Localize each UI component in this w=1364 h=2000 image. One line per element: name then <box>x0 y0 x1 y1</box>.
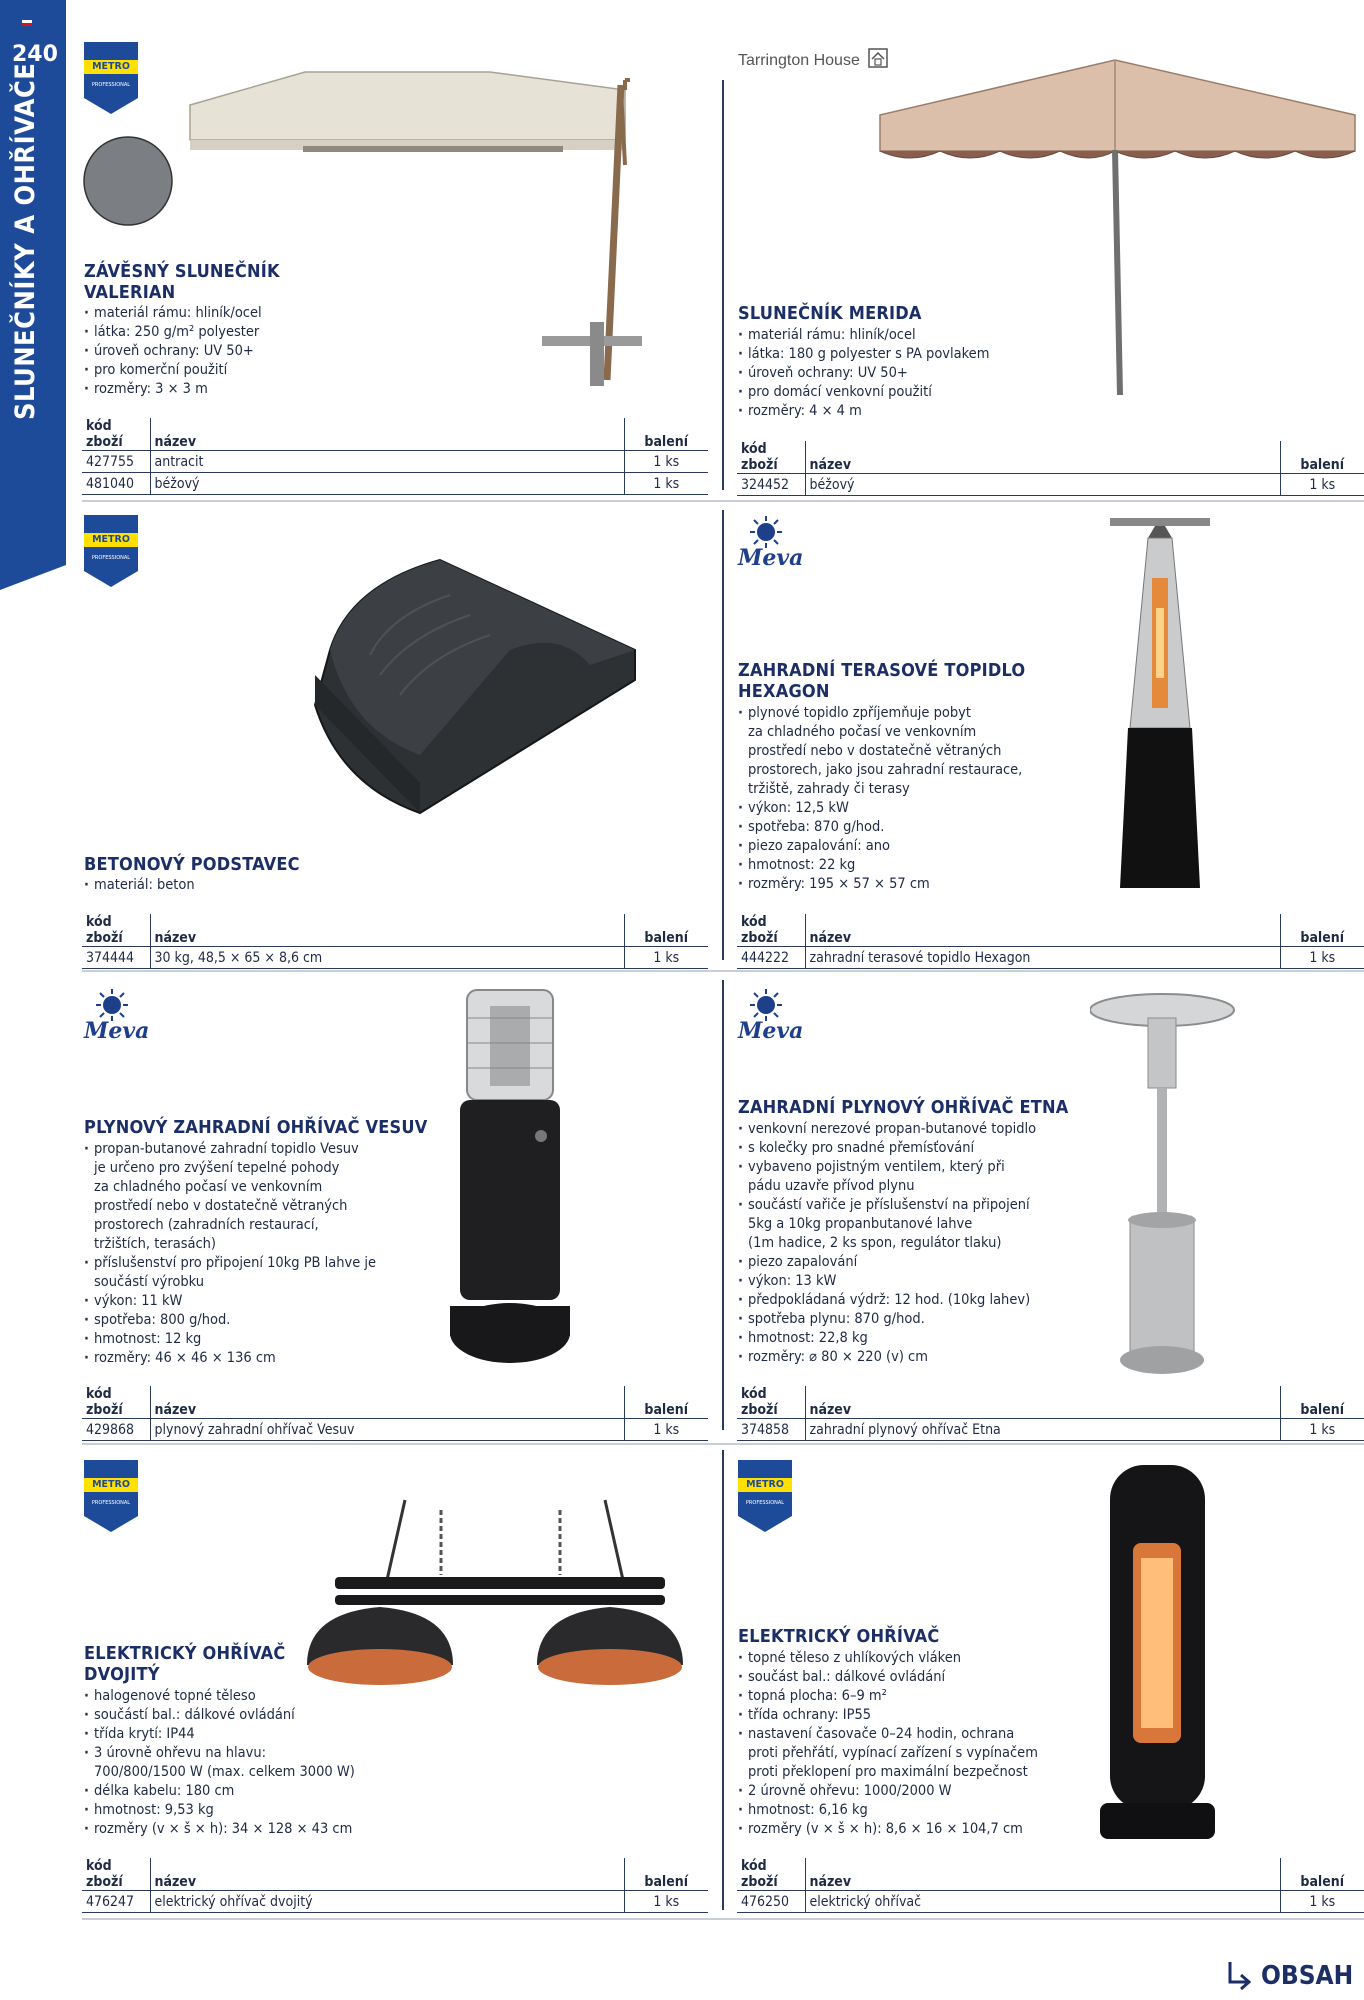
product-pack: 1 ks <box>624 473 708 495</box>
meva-logo: Meva <box>84 988 144 1048</box>
product-name: zahradní terasové topidlo Hexagon <box>805 947 1280 969</box>
column-header-pack: balení <box>644 1402 689 1418</box>
tower-electric-heater-image <box>1100 1463 1215 1847</box>
feature-item: · výkon: 12,5 kW <box>738 799 1022 818</box>
product-name: béžový <box>150 473 624 495</box>
column-header-name: název <box>150 914 624 947</box>
product-pack: 1 ks <box>624 1891 708 1913</box>
feature-item: · rozměry: 3 × 3 m <box>84 380 262 399</box>
feature-item: · halogenové topné těleso <box>84 1687 355 1706</box>
feature-item: · hmotnost: 12 kg <box>84 1330 376 1349</box>
column-header-code: kód zboží <box>82 914 150 947</box>
table-row <box>737 1419 1364 1441</box>
feature-item: · výkon: 13 kW <box>738 1272 1036 1291</box>
feature-item: · pro domácí venkovní použití <box>738 383 989 402</box>
feature-item: · rozměry: 46 × 46 × 136 cm <box>84 1349 376 1368</box>
feature-item: · součástí bal.: dálkové ovládání <box>84 1706 355 1725</box>
product-table <box>737 441 1364 496</box>
feature-item: · rozměry: ⌀ 80 × 220 (v) cm <box>738 1348 1036 1367</box>
row-separator <box>82 970 1364 972</box>
feature-item: · příslušenství pro připojení 10kg PB lahve je součástí výrobku <box>84 1254 376 1292</box>
feature-item: · látka: 180 g polyester s PA povlakem <box>738 345 989 364</box>
feature-item: · součástí vařiče je příslušenství na připojení 5kg a 10kg propanbutanové lahve (1m hadice, 2 ks spon, regulátor tlaku) <box>738 1196 1036 1253</box>
product-code: 427755 <box>82 451 150 473</box>
product-code: 444222 <box>737 947 805 969</box>
product-code: 374444 <box>82 947 150 969</box>
column-header-pack: balení <box>1300 1874 1345 1890</box>
product-pack: 1 ks <box>624 947 708 969</box>
column-divider <box>722 80 724 490</box>
feature-item: · rozměry: 195 × 57 × 57 cm <box>738 875 1022 894</box>
column-header-name: název <box>805 1858 1280 1891</box>
side-section-tab <box>0 0 66 590</box>
product-code: 476250 <box>737 1891 805 1913</box>
column-header-name: název <box>150 418 624 451</box>
feature-list <box>84 1140 376 1368</box>
column-header-code: kód zboží <box>737 1858 805 1891</box>
column-header-name: název <box>805 1386 1280 1419</box>
return-arrow-icon <box>1225 1960 1255 1992</box>
metro-professional-logo: METRO PROFESSIONAL <box>84 1460 138 1538</box>
column-header-name: název <box>805 914 1280 947</box>
feature-item: · piezo zapalování: ano <box>738 837 1022 856</box>
feature-list <box>738 1120 1036 1367</box>
feature-item: · topná plocha: 6–9 m² <box>738 1687 1038 1706</box>
product-code: 429868 <box>82 1419 150 1441</box>
feature-item: · spotřeba: 800 g/hod. <box>84 1311 376 1330</box>
feature-item: · rozměry (v × š × h): 34 × 128 × 43 cm <box>84 1820 355 1839</box>
row-separator <box>82 1918 1364 1920</box>
product-table <box>737 1386 1364 1441</box>
color-swatch-antracit <box>82 135 174 231</box>
column-header-pack: balení <box>644 1874 689 1890</box>
patio-heater-image <box>1090 988 1235 1387</box>
feature-item: · materiál rámu: hliník/ocel <box>738 326 989 345</box>
feature-item: · topné těleso z uhlíkových vláken <box>738 1649 1038 1668</box>
column-header-code: kód zboží <box>737 441 805 474</box>
product-title: ELEKTRICKÝ OHŘÍVAČ DVOJITÝ <box>84 1643 286 1685</box>
feature-item: · propan-butanové zahradní topidlo Vesuv je určeno pro zvýšení tepelné pohody za chladného počasí ve venkovním prostředí nebo v dostatečně větraných prostorech (zahradních restaurací, tržištích, terasách) <box>84 1140 376 1254</box>
feature-item: · třída ochrany: IP55 <box>738 1706 1038 1725</box>
feature-list <box>84 304 262 399</box>
meva-logo: Meva <box>738 988 798 1048</box>
table-row <box>82 1419 708 1441</box>
product-name: elektrický ohřívač <box>805 1891 1280 1913</box>
product-pack: 1 ks <box>624 451 708 473</box>
feature-item: · délka kabelu: 180 cm <box>84 1782 355 1801</box>
feature-list <box>738 704 1022 894</box>
column-header-code: kód zboží <box>737 1386 805 1419</box>
column-header-name: název <box>150 1386 624 1419</box>
feature-list <box>738 1649 1038 1839</box>
contents-link-label: OBSAH <box>1261 1961 1354 1991</box>
feature-item: · materiál rámu: hliník/ocel <box>84 304 262 323</box>
feature-item: · venkovní nerezové propan-butanové topidlo <box>738 1120 1036 1139</box>
product-pack: 1 ks <box>1280 1891 1364 1913</box>
table-row <box>737 947 1364 969</box>
row-separator <box>82 500 1364 502</box>
contents-link[interactable] <box>1225 1960 1353 1992</box>
column-header-pack: balení <box>1300 930 1345 946</box>
product-title: ZAHRADNÍ PLYNOVÝ OHŘÍVAČ ETNA <box>738 1097 1069 1118</box>
metro-professional-logo: METRO PROFESSIONAL <box>738 1460 792 1538</box>
product-title: BETONOVÝ PODSTAVEC <box>84 854 300 875</box>
flag-icon <box>22 20 32 26</box>
product-table <box>82 418 708 495</box>
section-title: SLUNEČNÍKY A OHŘÍVAČE <box>10 62 41 420</box>
product-title: ZAHRADNÍ TERASOVÉ TOPIDLO HEXAGON <box>738 660 1026 702</box>
product-name: 30 kg, 48,5 × 65 × 8,6 cm <box>150 947 624 969</box>
feature-item: · s kolečky pro snadné přemísťování <box>738 1139 1036 1158</box>
feature-item: · úroveň ochrany: UV 50+ <box>738 364 989 383</box>
column-header-code: kód zboží <box>82 1858 150 1891</box>
feature-item: · 3 úrovně ohřevu na hlavu: 700/800/1500 W (max. celkem 3000 W) <box>84 1744 355 1782</box>
product-table <box>737 914 1364 969</box>
column-header-name: název <box>150 1858 624 1891</box>
product-pack: 1 ks <box>1280 1419 1364 1441</box>
column-divider <box>722 980 724 1430</box>
product-title: SLUNEČNÍK MERIDA <box>738 303 922 324</box>
product-title: PLYNOVÝ ZAHRADNÍ OHŘÍVAČ VESUV <box>84 1117 428 1138</box>
column-header-code: kód zboží <box>82 418 150 451</box>
product-table <box>82 1386 708 1441</box>
sun-icon <box>92 988 132 1022</box>
product-table <box>82 1858 708 1913</box>
feature-item: · pro komerční použití <box>84 361 262 380</box>
feature-item: · výkon: 11 kW <box>84 1292 376 1311</box>
product-table <box>737 1858 1364 1913</box>
feature-item: · třída krytí: IP44 <box>84 1725 355 1744</box>
feature-item: · spotřeba: 870 g/hod. <box>738 818 1022 837</box>
feature-item: · rozměry (v × š × h): 8,6 × 16 × 104,7 cm <box>738 1820 1038 1839</box>
feature-item: · látka: 250 g/m² polyester <box>84 323 262 342</box>
product-code: 481040 <box>82 473 150 495</box>
table-row <box>82 473 708 495</box>
column-header-pack: balení <box>1300 457 1345 473</box>
product-name: plynový zahradní ohřívač Vesuv <box>150 1419 624 1441</box>
feature-item: · hmotnost: 22 kg <box>738 856 1022 875</box>
feature-item: · předpokládaná výdrž: 12 hod. (10kg lahev) <box>738 1291 1036 1310</box>
table-row <box>82 947 708 969</box>
feature-list <box>738 326 989 421</box>
column-divider <box>722 1450 724 1910</box>
product-table <box>82 914 708 969</box>
feature-item: · hmotnost: 9,53 kg <box>84 1801 355 1820</box>
table-row <box>82 451 708 473</box>
double-electric-heater-image <box>305 1495 690 1704</box>
column-header-code: kód zboží <box>737 914 805 947</box>
feature-item: · úroveň ochrany: UV 50+ <box>84 342 262 361</box>
product-code: 374858 <box>737 1419 805 1441</box>
product-pack: 1 ks <box>1280 947 1364 969</box>
concrete-base-image <box>310 555 640 819</box>
feature-item: · piezo zapalování <box>738 1253 1036 1272</box>
product-title: ZÁVĚSNÝ SLUNEČNÍK VALERIAN <box>84 261 280 303</box>
column-header-pack: balení <box>1300 1402 1345 1418</box>
tarrington-house-logo: Tarrington House <box>738 48 888 70</box>
sun-icon <box>746 988 786 1022</box>
feature-item: · hmotnost: 22,8 kg <box>738 1329 1036 1348</box>
column-header-code: kód zboží <box>82 1386 150 1419</box>
feature-item: · spotřeba plynu: 870 g/hod. <box>738 1310 1036 1329</box>
feature-list <box>84 1687 355 1839</box>
product-name: elektrický ohřívač dvojitý <box>150 1891 624 1913</box>
sun-icon <box>746 515 786 549</box>
product-name: zahradní plynový ohřívač Etna <box>805 1419 1280 1441</box>
table-row <box>737 474 1364 496</box>
column-header-name: název <box>805 441 1280 474</box>
page-number: 240 <box>12 42 58 67</box>
metro-professional-logo: METRO PROFESSIONAL <box>84 515 138 593</box>
product-code: 324452 <box>737 474 805 496</box>
row-separator <box>82 1443 1364 1445</box>
product-code: 476247 <box>82 1891 150 1913</box>
product-pack: 1 ks <box>624 1419 708 1441</box>
feature-item: · 2 úrovně ohřevu: 1000/2000 W <box>738 1782 1038 1801</box>
column-divider <box>722 510 724 960</box>
feature-item: · rozměry: 4 × 4 m <box>738 402 989 421</box>
pyramid-heater-image <box>1110 518 1210 897</box>
feature-list <box>84 876 195 895</box>
round-gas-heater-image <box>445 988 575 1372</box>
feature-item: · materiál: beton <box>84 876 195 895</box>
table-row <box>737 1891 1364 1913</box>
product-name: antracit <box>150 451 624 473</box>
feature-item: · plynové topidlo zpříjemňuje pobyt za chladného počasí ve venkovním prostředí nebo v dostatečně větraných prostorech, jako jsou zahradní restaurace, tržiště, zahrady či terasy <box>738 704 1022 799</box>
column-header-pack: balení <box>644 930 689 946</box>
feature-item: · nastavení časovače 0–24 hodin, ochrana proti přehřátí, vypínací zařízení s vypínačem proti překlopení pro maximální bezpečnost <box>738 1725 1038 1782</box>
table-row <box>82 1891 708 1913</box>
meva-logo: Meva <box>738 515 798 575</box>
feature-item: · součást bal.: dálkové ovládání <box>738 1668 1038 1687</box>
metro-professional-logo: METRO PROFESSIONAL <box>84 42 138 120</box>
product-name: béžový <box>805 474 1280 496</box>
feature-item: · vybaveno pojistným ventilem, který při pádu uzavře přívod plynu <box>738 1158 1036 1196</box>
column-header-pack: balení <box>644 434 689 450</box>
product-pack: 1 ks <box>1280 474 1364 496</box>
feature-item: · hmotnost: 6,16 kg <box>738 1801 1038 1820</box>
product-title: ELEKTRICKÝ OHŘÍVAČ <box>738 1626 940 1647</box>
